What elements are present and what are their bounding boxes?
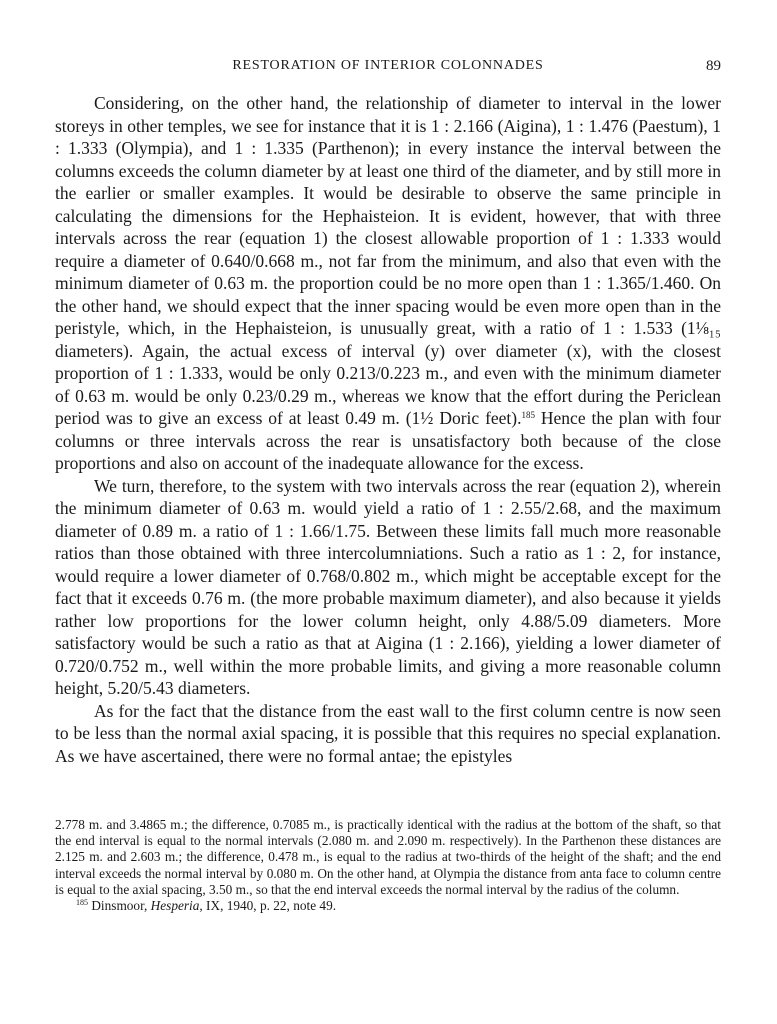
paragraph-east-wall: As for the fact that the distance from the east wall to the first column centre is now seen to be less than the normal axial spacing, it is possible that this requires no special explanation. As we have ascertained, there were no formal antae; the epistyles (55, 700, 721, 766)
paragraph-diameter-interval (55, 92, 721, 475)
footnote-continuation: 2.778 m. and 3.4865 m.; the difference, 0.7085 m., is practically identical with the radius at the bottom of the shaft, so that the end interval is equal to the normal intervals (2.080 m. and 2.090 m. respectively). In the Parthenon these distances are 2.125 m. and 2.603 m.; the difference, 0.478 m., is equal to the radius at two-thirds of the height of the shaft; and the end interval exceeds the normal interval by 0.080 m. On the other hand, at Olympia the distance from anta face to column centre is equal to the axial spacing, 3.50 m., so that the end interval exceeds the normal interval by the radius of the column. (55, 817, 721, 897)
journal-title: Hesperia (150, 898, 200, 914)
paragraph-text: Hence the plan with four columns or three intervals across the rear is unsatisfactory both because of the close proportions and also on account of the inadequate allowance for the excess. (55, 408, 721, 473)
paragraph-text: Considering, on the other hand, the relationship of diameter to interval in the lower storeys in other temples, we see for instance that it is 1 : 2.166 (Aigina), 1 : 1.476 (Paestum), 1 : 1.333 (Olympia), and 1 : 1.335 (Parthenon); in every instance the interval between the columns exceeds the column diameter by at least one third of the diameter, and by still more in the earlier or smaller examples. It would be desirable to observe the same principle in calculating the dimensions for the Hephaisteion. It is evident, however, that with three intervals across the rear (equation 1) the closest allowable proportion of 1 : 1.333 would require a diameter of 0.640/0.668 m., not far from the minimum, and also that even with the minimum diameter of 0.63 m. the proportion could be no more open than 1 : 1.365/1.460. On the other hand, we should expect that the inner spacing would be even more open than in the peristyle, which, in the Hephaisteion, is unusually great, with a ratio of 1 : 1.533 (1⅛₁₅ diameters). Again, the actual excess of interval (y) over diameter (x), with the closest proportion of 1 : 1.333, would be only 0.213/0.223 m., and even with the minimum diameter of 0.63 m. would be only 0.23/0.29 m., whereas we know that the effort during the Periclean period was to give an excess of at least 0.49 m. (1½ Doric feet). (55, 93, 721, 428)
footnote-185 (55, 898, 721, 914)
page-number: 89 (706, 58, 721, 74)
paragraph-two-intervals: We turn, therefore, to the system with two intervals across the rear (equation 2), wherein the minimum diameter of 0.63 m. would yield a ratio of 1 : 2.55/2.68, and the maximum diameter of 0.89 m. a ratio of 1 : 1.66/1.75. Between these limits fall much more reasonable ratios than those obtained with three intercolumniations. Such a ratio as 1 : 2, for instance, would require a lower diameter of 0.768/0.802 m., which might be acceptable except for the fact that it exceeds 0.76 m. (the more probable maximum diameter), and also because it yields rather low proportions for the lower column height, only 4.88/5.09 diameters. More satisfactory would be such a ratio as that at Aigina (1 : 2.166), yielding a lower diameter of 0.720/0.752 m., well within the more probable limits, and giving a more reasonable column height, 5.20/5.43 diameters. (55, 475, 721, 698)
footnote-number: 185 (76, 898, 88, 908)
footnote-reference: 185 (521, 410, 535, 420)
running-head: RESTORATION OF INTERIOR COLONNADES (232, 58, 544, 73)
footnote-text: , IX, 1940, p. 22, note 49. (199, 898, 337, 914)
page-header (55, 58, 721, 78)
body-text (55, 92, 721, 767)
footnotes (55, 817, 721, 914)
footnote-text: Dinsmoor, (88, 898, 151, 914)
